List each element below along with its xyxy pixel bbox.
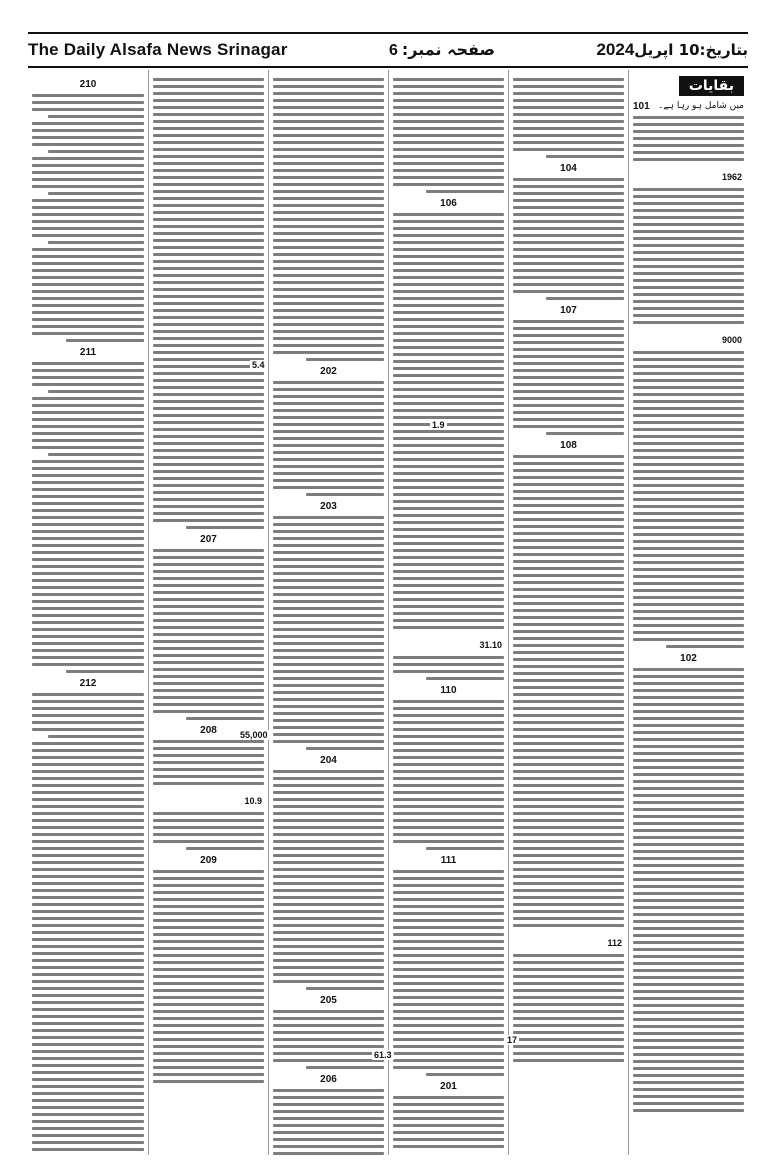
inline-number: 10.9 — [244, 796, 262, 806]
article-text — [153, 78, 264, 529]
section-marker: 110 — [440, 685, 457, 696]
article-text — [273, 1089, 384, 1155]
column-6 — [628, 70, 748, 1155]
column-4 — [388, 70, 508, 1155]
article-text — [273, 381, 384, 496]
section-marker: 102 — [680, 653, 697, 664]
section-marker: 209 — [200, 855, 217, 866]
section-marker: 211 — [79, 347, 97, 358]
inline-number: 9000 — [721, 335, 742, 345]
date-text: 10 اپریل — [634, 41, 700, 59]
inline-number: 31.10 — [479, 640, 502, 650]
article-text — [393, 213, 504, 680]
head-number: 101 — [633, 100, 650, 112]
column-2 — [148, 70, 268, 1155]
article-text — [273, 78, 384, 361]
newspaper-title: The Daily Alsafa News Srinagar — [28, 40, 288, 59]
issue-date — [596, 40, 748, 60]
column-5 — [508, 70, 628, 1155]
page-label-text: صفحہ نمبر: — [401, 40, 495, 59]
article-text — [32, 693, 144, 1155]
page-number: 6 — [389, 42, 398, 59]
article-text — [633, 668, 744, 1112]
article-text — [513, 178, 624, 300]
inline-number: 112 — [607, 938, 622, 948]
date-year: 2024 — [596, 40, 635, 59]
inline-number: 1.9 — [432, 420, 445, 430]
article-text — [153, 740, 264, 850]
section-flag: بقایات — [679, 76, 744, 96]
inline-number: 1962 — [721, 172, 742, 182]
section-marker: 106 — [440, 198, 457, 209]
article-text — [393, 870, 504, 1076]
inline-number: 17 — [507, 1035, 518, 1045]
section-marker: 210 — [79, 79, 97, 90]
article-text — [393, 1096, 504, 1148]
article-text — [513, 78, 624, 158]
section-marker: 202 — [320, 366, 337, 377]
section-marker: 212 — [79, 678, 97, 689]
inline-number: 5.4 — [252, 360, 265, 370]
section-marker: 107 — [560, 305, 577, 316]
inline-number: 61.3 — [374, 1050, 392, 1060]
date-prefix: بتاریخ: — [699, 41, 748, 59]
article-text — [273, 770, 384, 990]
article-text — [393, 700, 504, 850]
article-text — [153, 870, 264, 1083]
article-columns — [28, 70, 748, 1155]
section-marker: 204 — [320, 755, 337, 766]
section-marker: 111 — [440, 855, 457, 866]
article-text — [32, 362, 144, 673]
article-text — [633, 116, 744, 648]
column-1 — [28, 70, 148, 1155]
article-text — [273, 1010, 384, 1069]
section-marker: 208 — [200, 725, 217, 736]
article-text — [273, 516, 384, 750]
section-marker: 203 — [320, 501, 337, 512]
article-text — [32, 94, 144, 342]
article-text — [393, 78, 504, 193]
masthead — [28, 32, 748, 68]
column-6-head — [633, 100, 744, 112]
article-text — [513, 455, 624, 1062]
section-marker: 201 — [440, 1081, 457, 1092]
article-text — [513, 320, 624, 435]
section-marker: 108 — [560, 440, 577, 451]
section-marker: 104 — [560, 163, 577, 174]
section-marker: 205 — [320, 995, 337, 1006]
column-3 — [268, 70, 388, 1155]
inline-number: 55,000 — [240, 730, 268, 740]
section-marker: 206 — [320, 1074, 337, 1085]
section-marker: 207 — [200, 534, 217, 545]
head-fragment: میں شامل ہو رہا ہے۔ — [658, 101, 744, 111]
page-number-label — [389, 40, 495, 60]
article-text — [153, 549, 264, 720]
